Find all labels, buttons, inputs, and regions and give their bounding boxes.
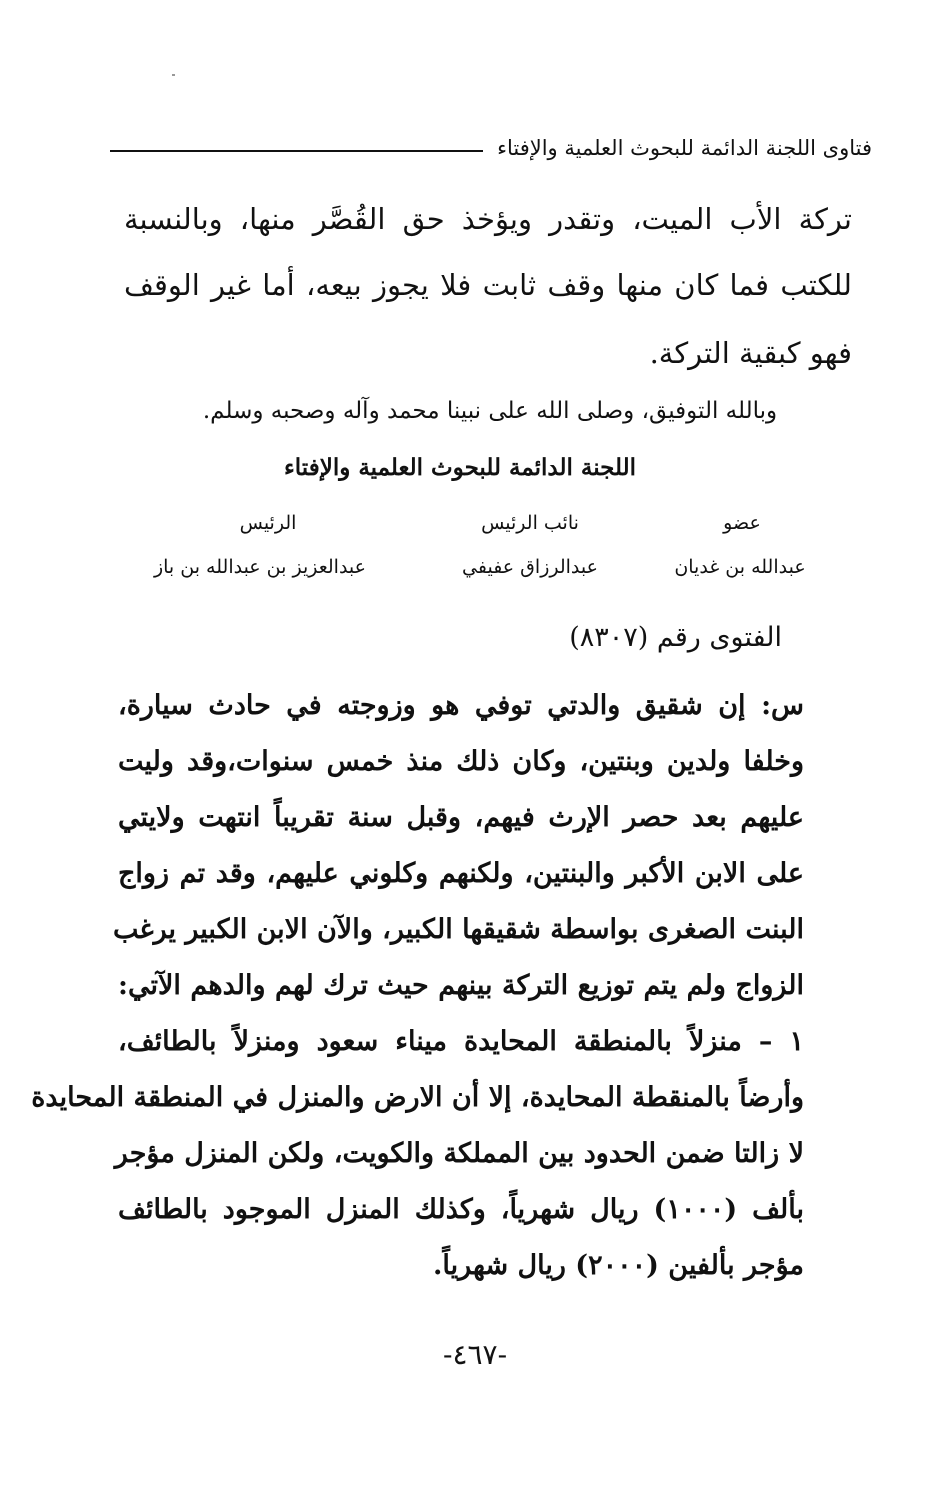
paragraph-line: تركة الأب الميت، وتقدر ويؤخذ حق القُصَّر منها، وبالنسبة: [124, 202, 852, 236]
committee-name: اللجنة الدائمة للبحوث العلمية والإفتاء: [283, 454, 637, 481]
header-rule: [110, 150, 483, 152]
question-line: وخلفا ولدين وبنتين، وكان ذلك منذ خمس سنوات،وقد وليت: [118, 746, 804, 777]
closing-formula: وبالله التوفيق، وصلى الله على نبينا محمد وآله وصحبه وسلم.: [202, 398, 778, 424]
running-header: [110, 128, 872, 168]
paragraph-line: فهو كبقية التركة.: [649, 336, 852, 370]
question-line: عليهم بعد حصر الإرث فيهم، وقبل سنة تقريباً انتهت ولايتي: [118, 802, 804, 833]
question-line: بألف (١٠٠٠) ريال شهرياً، وكذلك المنزل الموجود بالطائف: [118, 1194, 805, 1225]
question-line: الزواج ولم يتم توزيع التركة بينهم حيث ترك لهم والدهم الآتي:: [118, 970, 804, 1001]
role-member: عضو: [723, 512, 761, 534]
question-line: وأرضاً بالمنقطة المحايدة، إلا أن الارض والمنزل في المنطقة المحايدة: [31, 1082, 804, 1113]
question-line: ١ – منزلاً بالمنطقة المحايدة ميناء سعود ومنزلاً بالطائف،: [118, 1026, 804, 1057]
question-line: على الابن الأكبر والبنتين، ولكنهم وكلوني عليهم، وقد تم زواج: [118, 858, 804, 889]
role-vice-chairman: نائب الرئيس: [481, 512, 579, 534]
page-number: -٤٦٧-: [442, 1338, 508, 1371]
role-chairman: الرئيس: [239, 512, 297, 534]
question-line: لا زالتا ضمن الحدود بين المملكة والكويت، ولكن المنزل مؤجر: [114, 1138, 804, 1169]
speck: [172, 74, 175, 76]
fatwa-number: الفتوى رقم (٨٣٠٧): [569, 622, 782, 653]
member-name: عبدالله بن غديان: [674, 556, 806, 578]
running-header-title: فتاوى اللجنة الدائمة للبحوث العلمية والإفتاء: [497, 136, 872, 160]
question-line: مؤجر بألفين (٢٠٠٠) ريال شهرياً.: [432, 1250, 804, 1281]
question-line: س: إن شقيق والدتي توفي هو وزوجته في حادث سيارة،: [118, 690, 804, 721]
paragraph-line: للكتب فما كان منها وقف ثابت فلا يجوز بيعه، أما غير الوقف: [124, 268, 852, 302]
chairman-name: عبدالعزيز بن عبدالله بن باز: [153, 556, 367, 578]
question-line: البنت الصغرى بواسطة شقيقها الكبير، والآن الابن الكبير يرغب: [112, 914, 804, 945]
vice-chairman-name: عبدالرزاق عفيفي: [462, 556, 598, 578]
